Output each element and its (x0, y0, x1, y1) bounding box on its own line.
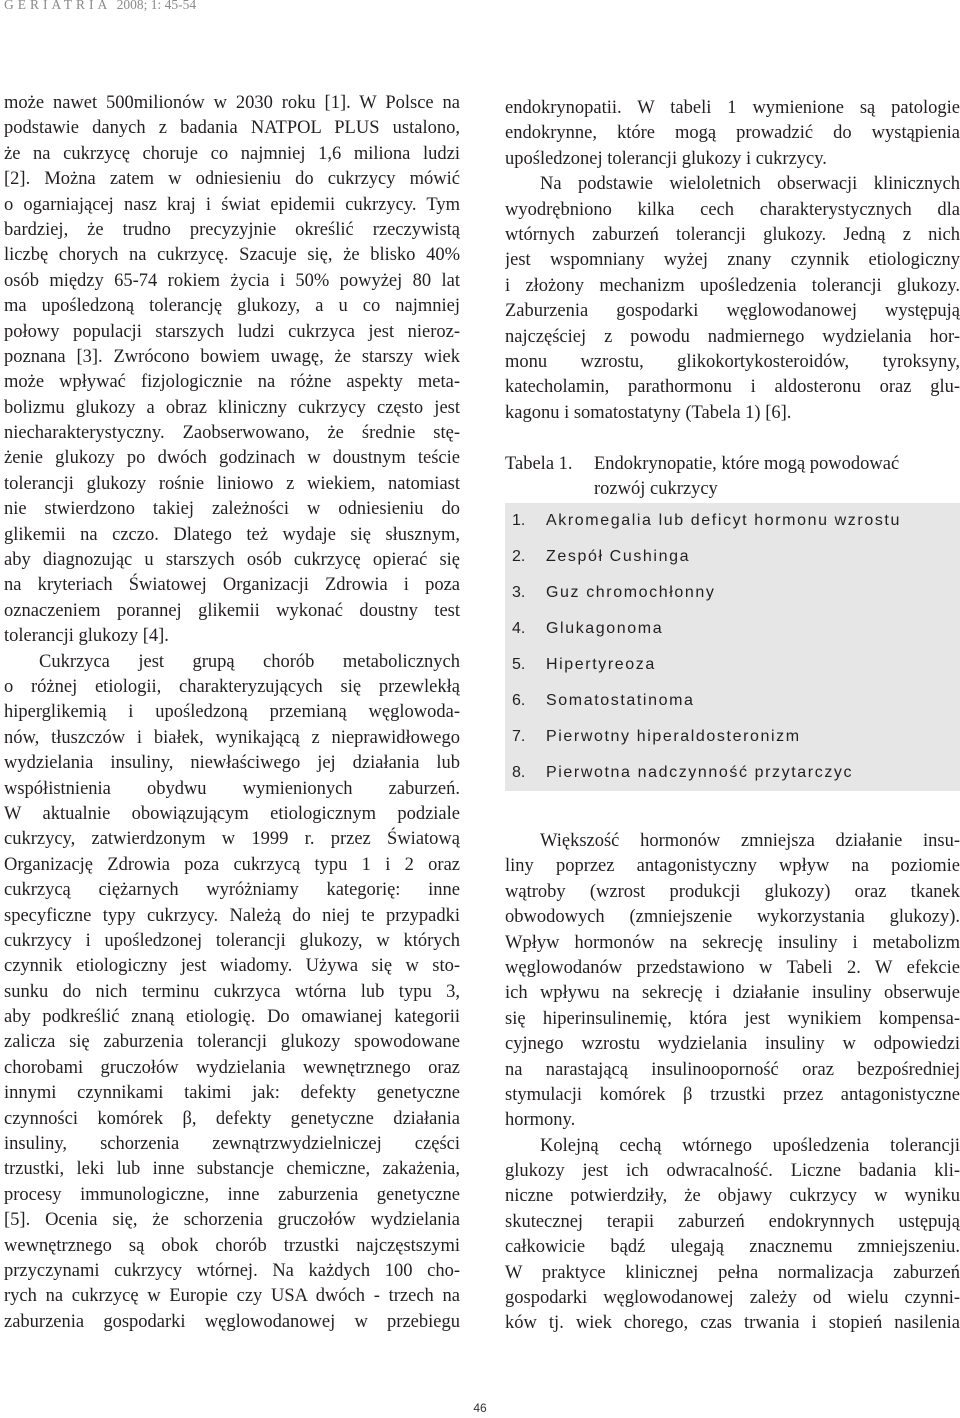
text-line: nów, tłuszczów i białek, wynikającą z nieprawidłowego (4, 727, 460, 748)
text-line: hormony. (505, 1110, 576, 1131)
text-line: Cukrzyca jest grupą chorób metabolicznych (39, 651, 460, 672)
text-line: cukrzycą ciężarnych wyróżniamy kategorię: inne (4, 880, 460, 901)
text-line: najczęściej z powodu nadmiernego wydzielania hor- (505, 326, 960, 347)
table-row-number: 6. (512, 692, 526, 709)
table-row-number: 7. (512, 728, 526, 745)
paragraph (4, 650, 460, 1336)
text-line: tolerancji glukozy rośnie liniowo z wiekiem, natomiast (4, 473, 460, 494)
text-line: obwodowych (zmniejszenie wykorzystania glukozy). (505, 907, 960, 928)
journal-issue: 2008; 1: 45-54 (116, 0, 197, 12)
text-line: liczbę chorych na cukrzycę. Szacuje się, że blisko 40% (4, 245, 460, 266)
text-line: Większość hormonów zmniejsza działanie insu- (540, 831, 960, 851)
text-line: ich wpływu na sekrecję i działanie insuliny obserwuje (505, 983, 960, 1004)
text-line: o różnej etiologii, charakteryzujących się przewlekłą (4, 676, 460, 697)
text-line: trzustki, leki lub inne substancje chemiczne, zakażenia, (4, 1159, 460, 1180)
text-line: katecholamin, parathormonu i aldosteronu oraz glu- (505, 377, 960, 398)
table-row-number: 1. (512, 512, 526, 529)
table-row-number: 8. (512, 764, 526, 781)
paragraph (505, 1134, 960, 1337)
text-line: ków tj. wiek chorego, czas trwania i stopień nasilenia (505, 1313, 960, 1334)
text-line: procesy immunologiczne, inne zaburzenia genetyczne (4, 1184, 460, 1205)
text-line: Zaburzenia gospodarki węglowodanowej występują (505, 301, 960, 322)
text-line: się hiperinsulinemię, która jest wynikiem kompensa- (505, 1008, 960, 1029)
text-line: Wpływ hormonów na sekrecję insuliny i metabolizm (505, 932, 960, 953)
text-line: insuliny, schorzenia zewnątrzwydzielniczej części (4, 1134, 460, 1155)
text-line: wewnętrznego są obok chorób trzustki najczęstszymi (4, 1235, 460, 1256)
text-line: Kolejną cechą wtórnego upośledzenia tolerancji (540, 1135, 960, 1156)
text-line: i złożony mechanizm upośledzenia tolerancji glukozy. (505, 275, 960, 296)
table-1 (505, 503, 960, 791)
text-line: czynnik etiologiczny jest wiadomy. Używa się w sto- (4, 956, 460, 977)
table-row-number: 2. (512, 548, 526, 565)
text-line: bolizmu glukozy a obraz kliniczny cukrzycy często jest (4, 397, 460, 418)
running-header (4, 0, 196, 13)
paragraph (4, 91, 460, 650)
table-row-text: Akromegalia lub deficyt hormonu wzrostu (546, 512, 901, 529)
text-line: glukozy jest ich odwracalność. Liczne badania kli- (505, 1161, 960, 1182)
text-line: glikemii na czczo. Dlatego też wydaje się słusznym, (4, 524, 460, 545)
text-line: jest wspomniany wyżej znany czynnik etiologiczny (505, 250, 960, 271)
paragraph (505, 96, 960, 172)
table-caption-line: rozwój cukrzycy (594, 479, 718, 500)
table-row (505, 575, 960, 611)
table-row-text: Zespół Cushinga (546, 548, 691, 565)
table-row (505, 647, 960, 683)
table-row-number: 3. (512, 584, 526, 601)
table-caption (505, 452, 960, 503)
text-line: bardziej, że trudno precyzyjnie określić rzeczywistą (4, 219, 460, 240)
text-line: ma upośledzoną tolerancję glukozy, a u co najmniej (4, 296, 460, 317)
table-row-text: Somatostatinoma (546, 692, 695, 709)
table-row-number: 5. (512, 656, 526, 673)
text-line: W aktualnie obowiązującym etiologicznym podziale (4, 803, 460, 824)
text-line: Na podstawie wieloletnich obserwacji klinicznych (540, 174, 960, 195)
table-row (505, 719, 960, 755)
text-line: na narastającą insulinooporność oraz bezpośredniej (505, 1059, 960, 1080)
text-line: niczne potwierdziły, że objawy cukrzycy w wyniku (505, 1186, 960, 1207)
text-line: współistnienia obydwu wymienionych zaburzeń. (4, 778, 460, 799)
text-line: chorobami gruczołów wydzielania wewnętrznego oraz (4, 1057, 460, 1078)
text-line: liny poprzez antagonistyczny wpływ na poziomie (505, 856, 960, 877)
text-line: żenie glukozy po dwóch godzinach w doustnym teście (4, 448, 460, 469)
text-line: specyficzne typy cukrzycy. Należą do niej te przypadki (4, 905, 460, 926)
text-line: podstawie danych z badania NATPOL PLUS ustalono, (4, 118, 460, 139)
journal-name: GERIATRIA (4, 0, 112, 12)
table-row-text: Pierwotny hiperaldosteronizm (546, 728, 801, 745)
right-column-top (505, 96, 960, 426)
text-line: o ogarniającej nasz kraj i świat epidemii cukrzycy. Tym (4, 194, 460, 215)
text-line: osób między 65-74 rokiem życia i 50% powyżej 80 lat (4, 270, 460, 291)
text-line: na kryteriach Światowej Organizacji Zdrowia i poza (4, 575, 460, 596)
page-number: 46 (473, 1401, 487, 1415)
table-row (505, 539, 960, 575)
text-line: [2]. Można zatem w odniesieniu do cukrzycy mówić (4, 169, 460, 190)
table-row-text: Guz chromochłonny (546, 584, 716, 601)
right-column-bottom (505, 829, 960, 1337)
text-line: aby podkreślić znaną etiologię. Do omawianej kategorii (4, 1007, 460, 1028)
table-row-text: Hipertyreoza (546, 656, 656, 673)
text-line: wydzielania insuliny, niewłaściwego jej działania lub (4, 753, 460, 774)
text-line: [5]. Ocenia się, że schorzenia gruczołów wydzielania (4, 1210, 460, 1231)
text-line: całkowicie bądź ulegają znacznemu zmniejszeniu. (505, 1237, 960, 1258)
text-line: W praktyce klinicznej pełna normalizacja zaburzeń (505, 1262, 960, 1283)
text-line: Organizację Zdrowia poza cukrzycą typu 1 i 2 oraz (4, 854, 460, 875)
text-line: przyczynami cukrzycy wtórnej. Na każdych 100 cho- (4, 1260, 460, 1281)
text-line: może nawet 500milionów w 2030 roku [1]. W Polsce na (4, 93, 460, 113)
paragraph (505, 829, 960, 1134)
text-line: stymulacji komórek β trzustki przez antagonistyczne (505, 1084, 960, 1105)
text-line: że na cukrzycę choruje co najmniej 1,6 miliona ludzi (4, 143, 460, 164)
text-line: endokrynopatii. W tabeli 1 wymienione są patologie (505, 98, 960, 118)
text-line: czynności komórek β, defekty genetyczne działania (4, 1108, 460, 1129)
text-line: hiperglikemią i upośledzoną przemianą węglowoda- (4, 702, 460, 723)
table-row (505, 683, 960, 719)
left-column (4, 91, 460, 1335)
table-caption-label: Tabela 1. (505, 454, 573, 474)
text-line: połowy populacji starszych ludzi cukrzyca jest nieroz- (4, 321, 460, 342)
text-line: rych na cukrzycę w Europie czy USA dwóch - trzech na (4, 1286, 460, 1307)
text-line: zalicza się zaburzenia tolerancji glukozy spowodowane (4, 1032, 460, 1053)
text-line: cyjnego wzrostu wydzielania insuliny w odpowiedzi (505, 1034, 960, 1055)
text-line: niecharakterystyczny. Zaobserwowano, że średnie stę- (4, 423, 460, 444)
text-line: innymi czynnikami takimi jak: defekty genetyczne (4, 1083, 460, 1104)
paragraph (505, 172, 960, 426)
text-line: wtórnych zaburzeń tolerancji glukozy. Jedną z nich (505, 224, 960, 245)
text-line: upośledzonej tolerancji glukozy i cukrzycy. (505, 148, 827, 169)
text-line: aby diagnozując u starszych osób cukrzycę opierać się (4, 550, 460, 571)
table-row (505, 611, 960, 647)
text-line: tolerancji glukozy [4]. (4, 626, 169, 647)
table-caption-line: Endokrynopatie, które mogą powodować (594, 454, 900, 474)
text-line: nie stwierdzono takiej zależności w odniesieniu do (4, 499, 460, 520)
text-line: monu wzrostu, glikokortykosteroidów, tyroksyny, (505, 351, 960, 372)
text-line: wątroby (wzrost produkcji glukozy) oraz tkanek (505, 881, 960, 902)
text-line: poznana [3]. Zwrócono bowiem uwagę, że starszy wiek (4, 346, 460, 367)
text-line: cukrzycy i upośledzonej tolerancji glukozy, w których (4, 930, 460, 951)
table-row (505, 503, 960, 539)
text-line: kagonu i somatostatyny (Tabela 1) [6]. (505, 402, 792, 423)
text-line: oznaczeniem porannej glikemii wykonać doustny test (4, 600, 460, 621)
text-line: wyodrębniono kilka cech charakterystycznych dla (505, 199, 960, 220)
text-line: węglowodanów przedstawiono w Tabeli 2. W efekcie (505, 957, 960, 978)
table-caption-text (594, 452, 899, 503)
text-line: sunku do nich terminu cukrzyca wtórna lub typu 3, (4, 981, 460, 1002)
table-row-text: Pierwotna nadczynność przytarczyc (546, 764, 854, 781)
table-row-text: Glukagonoma (546, 620, 664, 637)
text-line: gospodarki węglowodanowej zależy od wielu czynni- (505, 1288, 960, 1309)
text-line: może wpływać fizjologicznie na różne aspekty meta- (4, 372, 460, 393)
text-line: endokrynne, które mogą prowadzić do wystąpienia (505, 123, 960, 144)
text-line: zaburzenia gospodarki węglowodanowej w przebiegu (4, 1311, 460, 1332)
table-row-number: 4. (512, 620, 526, 637)
table-row (505, 755, 960, 791)
text-line: skutecznej terapii zaburzeń endokrynnych ustępują (505, 1211, 960, 1232)
text-line: cukrzycy, zatwierdzonym w 1999 r. przez Światową (4, 829, 460, 850)
